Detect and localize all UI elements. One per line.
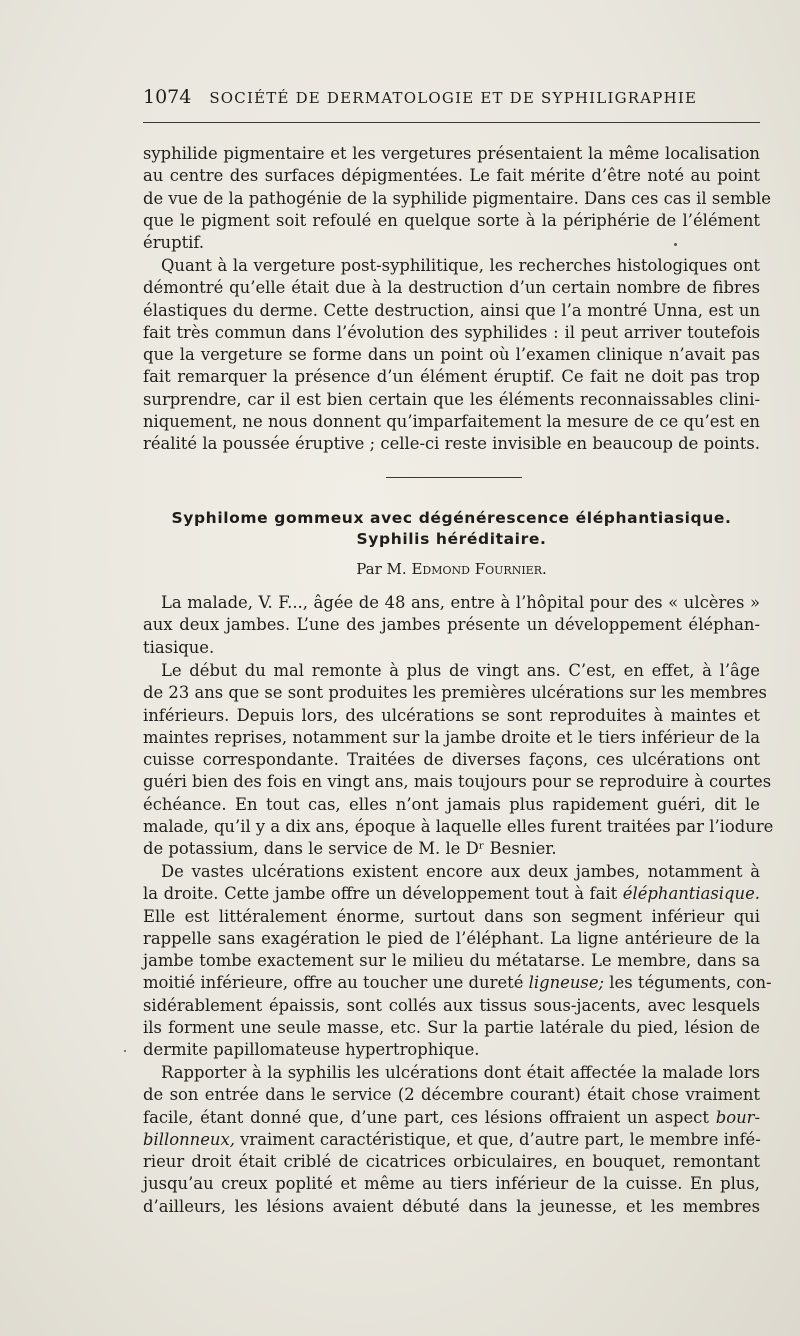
- paragraph-4: [143, 660, 774, 861]
- text-line: ils forment une seule masse, etc. Sur la partie latérale du pied, lésion de: [143, 1018, 760, 1038]
- text-line: réalité la poussée éruptive ; celle-ci reste invisible en beaucoup de points.: [143, 434, 760, 454]
- byline-prefix: Par M.: [356, 560, 407, 578]
- text-line: [143, 883, 760, 905]
- text-line: jusqu’au creux poplité et même au tiers inférieur de la cuisse. En plus,: [143, 1174, 760, 1194]
- article-subtitle: Syphilis héréditaire.: [356, 530, 547, 548]
- italic-term: éléphantiasique.: [622, 884, 760, 904]
- text-line: Le début du mal remonte à plus de vingt ans. C’est, en effet, à l’âge: [161, 661, 760, 680]
- text-line: échéance. En tout cas, elles n’ont jamais plus rapidement guéri, dit le: [143, 794, 760, 814]
- text-line: que le pigment soit refoulé en quelque sorte à la périphérie de l’élément: [143, 210, 760, 230]
- paragraph-6: [143, 1062, 760, 1218]
- text-line: élastiques du derme. Cette destruction, ainsi que l’a montré Unna, est un: [143, 300, 760, 320]
- text-line: syphilide pigmentaire et les vergetures présentaient la même localisation: [143, 144, 760, 163]
- paragraph-2: [143, 255, 760, 456]
- text-line: rappelle sans exagération le pied de l’éléphant. La ligne antérieure de la: [143, 928, 760, 948]
- text-line: La malade, V. F..., âgée de 48 ans, entre à l’hôpital pour des « ulcères »: [161, 593, 760, 612]
- text-line: que la vergeture se forme dans un point où l’examen clinique n’avait pas: [143, 345, 760, 365]
- text-line: de 23 ans que se sont produites les premières ulcérations sur les membres: [143, 683, 767, 703]
- text-line: guéri bien des fois en vingt ans, mais toujours pour se reproduire à courtes: [143, 772, 772, 792]
- text-line: inférieurs. Depuis lors, des ulcérations se sont reproduites à maintes et: [143, 705, 760, 725]
- text-line: [143, 1107, 760, 1129]
- text-line: aux deux jambes. L’une des jambes présente un développement éléphan-: [143, 615, 760, 635]
- text-line: démontré qu’elle était due à la destruction d’un certain nombre de fibres: [143, 278, 760, 298]
- text-line: au centre des surfaces dépigmentées. Le fait mérite d’être noté au point: [143, 166, 760, 186]
- text-line: fait remarquer la présence d’un élément éruptif. Ce fait ne doit pas trop: [143, 367, 760, 387]
- text-line: surprendre, car il est bien certain que les éléments reconnaissables clini-: [143, 389, 760, 409]
- text-line: cuisse correspondante. Traitées de diverses façons, ces ulcérations ont: [143, 750, 760, 770]
- ink-speck: [674, 243, 677, 246]
- text-segment: les téguments, con-: [604, 973, 772, 993]
- text-line: niquement, ne nous donnent qu’imparfaitement la mesure de ce qu’est en: [143, 412, 760, 432]
- author-name: Edmond Fournier.: [411, 560, 547, 578]
- text-line: de son entrée dans le service (2 décembre courant) était chose vraiment: [143, 1085, 760, 1105]
- text-line: d’ailleurs, les lésions avaient débuté dans la jeunesse, et les membres: [143, 1196, 760, 1216]
- text-line: sidérablement épaissis, sont collés aux tissus sous-jacents, avec lesquels: [143, 995, 760, 1015]
- text-line: [143, 1129, 760, 1151]
- text-line: Elle est littéralement énorme, surtout dans son segment inférieur qui: [143, 906, 760, 926]
- running-header: [143, 86, 760, 108]
- text-line: jambe tombe exactement sur le milieu du métatarse. Le membre, dans sa: [143, 951, 760, 971]
- header-rule: [143, 122, 760, 123]
- paragraph-3: [143, 592, 760, 659]
- text-line: [143, 972, 772, 994]
- italic-term: ligneuse;: [528, 973, 605, 993]
- text-line: de potassium, dans le service de M. le Dʳ Besnier.: [143, 839, 557, 859]
- text-line: De vastes ulcérations existent encore aux deux jambes, notamment à: [161, 862, 760, 881]
- page-number: 1074: [143, 86, 192, 108]
- italic-term: bour-: [715, 1107, 760, 1127]
- italic-term: billonneux,: [143, 1129, 235, 1149]
- text-line: de vue de la pathogénie de la syphilide pigmentaire. Dans ces cas il semble: [143, 188, 771, 208]
- text-line: Quant à la vergeture post-syphilitique, les recherches histologiques ont: [161, 256, 760, 275]
- text-line: dermite papillomateuse hypertrophique.: [143, 1040, 480, 1060]
- text-line: tiasique.: [143, 637, 215, 657]
- text-segment: vraiment caractéristique, et que, d’autre part, le membre infé-: [234, 1129, 761, 1149]
- text-line: malade, qu’il y a dix ans, époque à laquelle elles furent traitées par l’iodure: [143, 817, 774, 837]
- text-segment: facile, étant donné que, d’une part, ces lésions offraient un aspect: [143, 1107, 716, 1127]
- text-segment: moitié inférieure, offre au toucher une dureté: [143, 973, 529, 993]
- ink-speck: [124, 1050, 126, 1052]
- byline: [143, 560, 760, 578]
- text-line: fait très commun dans l’évolution des syphilides : il peut arriver toutefois: [143, 322, 760, 342]
- text-line: maintes reprises, notamment sur la jambe droite et le tiers inférieur de la: [143, 727, 760, 747]
- text-line: Rapporter à la syphilis les ulcérations dont était affectée la malade lors: [161, 1063, 760, 1082]
- section-separator: [386, 477, 522, 478]
- paragraph-5: [143, 861, 772, 1062]
- text-segment: la droite. Cette jambe offre un développement tout à fait: [143, 884, 623, 904]
- paragraph-1: [143, 143, 771, 254]
- running-title: SOCIÉTÉ DE DERMATOLOGIE ET DE SYPHILIGRAPHIE: [209, 89, 698, 107]
- text-line: rieur droit était criblé de cicatrices orbiculaires, en bouquet, remontant: [143, 1152, 760, 1172]
- article-title: Syphilome gommeux avec dégénérescence éléphantiasique.: [171, 509, 732, 527]
- text-line: éruptif.: [143, 233, 205, 253]
